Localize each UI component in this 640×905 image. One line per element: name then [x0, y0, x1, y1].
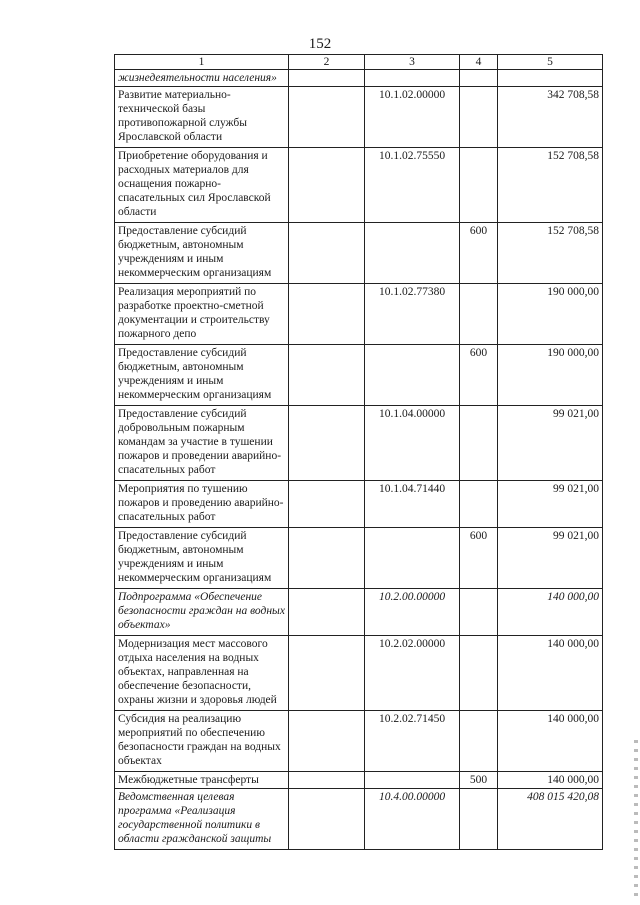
budget-table	[114, 54, 603, 850]
row-col-2	[289, 589, 365, 636]
row-col-2	[289, 481, 365, 528]
row-col-2	[289, 789, 365, 850]
row-name: Подпрограмма «Обеспечение безопасности граждан на водных объектах»	[115, 589, 289, 636]
table-row	[115, 481, 603, 528]
row-expense-type: 600	[460, 345, 498, 406]
table-row	[115, 636, 603, 711]
row-amount: 342 708,58	[498, 87, 603, 148]
row-col-2	[289, 148, 365, 223]
table-row	[115, 223, 603, 284]
row-amount: 152 708,58	[498, 148, 603, 223]
row-amount: 190 000,00	[498, 345, 603, 406]
row-col-2	[289, 345, 365, 406]
header-col-2: 2	[289, 55, 365, 70]
row-name: Мероприятия по тушению пожаров и проведению аварийно-спасательных работ	[115, 481, 289, 528]
row-col-2	[289, 87, 365, 148]
scan-edge-marks	[634, 740, 638, 900]
table-row	[115, 284, 603, 345]
row-target-code: 10.4.00.00000	[365, 789, 460, 850]
row-target-code: 10.1.04.00000	[365, 406, 460, 481]
row-target-code: 10.2.02.00000	[365, 636, 460, 711]
header-col-3: 3	[365, 55, 460, 70]
row-name: Субсидия на реализацию мероприятий по обеспечению безопасности граждан на водных объектах	[115, 711, 289, 772]
row-amount: 408 015 420,08	[498, 789, 603, 850]
row-target-code: 10.1.02.77380	[365, 284, 460, 345]
row-name: Ведомственная целевая программа «Реализация государственной политики в области гражданской защиты	[115, 789, 289, 850]
row-target-code	[365, 70, 460, 87]
row-expense-type	[460, 87, 498, 148]
row-col-2	[289, 772, 365, 789]
table-row	[115, 70, 603, 87]
row-target-code: 10.1.02.75550	[365, 148, 460, 223]
row-name: Приобретение оборудования и расходных материалов для оснащения пожарно-спасательных сил Ярославской области	[115, 148, 289, 223]
header-row	[115, 55, 603, 70]
row-amount: 99 021,00	[498, 481, 603, 528]
row-expense-type	[460, 406, 498, 481]
table-row	[115, 87, 603, 148]
row-amount: 140 000,00	[498, 589, 603, 636]
row-col-2	[289, 70, 365, 87]
row-amount	[498, 70, 603, 87]
table-header	[115, 55, 603, 70]
header-col-4: 4	[460, 55, 498, 70]
row-amount: 190 000,00	[498, 284, 603, 345]
row-amount: 140 000,00	[498, 636, 603, 711]
row-expense-type	[460, 284, 498, 345]
row-name: Межбюджетные трансферты	[115, 772, 289, 789]
row-amount: 99 021,00	[498, 406, 603, 481]
row-col-2	[289, 636, 365, 711]
table-row	[115, 789, 603, 850]
table-row	[115, 589, 603, 636]
row-expense-type	[460, 481, 498, 528]
header-col-1: 1	[115, 55, 289, 70]
page-number: 152	[308, 36, 332, 52]
table-row	[115, 772, 603, 789]
row-col-2	[289, 406, 365, 481]
row-col-2	[289, 284, 365, 345]
row-expense-type: 600	[460, 223, 498, 284]
row-name: Предоставление субсидий бюджетным, автономным учреждениям и иным некоммерческим организациям	[115, 345, 289, 406]
table-row	[115, 148, 603, 223]
row-name: жизнедеятельности населения»	[115, 70, 289, 87]
row-name: Предоставление субсидий бюджетным, автономным учреждениям и иным некоммерческим организациям	[115, 223, 289, 284]
header-col-5: 5	[498, 55, 603, 70]
row-col-2	[289, 711, 365, 772]
row-target-code: 10.2.02.71450	[365, 711, 460, 772]
row-expense-type	[460, 636, 498, 711]
table-body	[115, 70, 603, 850]
row-target-code: 10.1.02.00000	[365, 87, 460, 148]
row-target-code	[365, 345, 460, 406]
row-amount: 99 021,00	[498, 528, 603, 589]
row-amount: 140 000,00	[498, 711, 603, 772]
row-expense-type	[460, 711, 498, 772]
row-target-code: 10.2.00.00000	[365, 589, 460, 636]
row-expense-type	[460, 589, 498, 636]
table-row	[115, 528, 603, 589]
row-name: Модернизация мест массового отдыха населения на водных объектах, направленная на обеспечение безопасности, охраны жизни и здоровья людей	[115, 636, 289, 711]
row-name: Предоставление субсидий бюджетным, автономным учреждениям и иным некоммерческим организациям	[115, 528, 289, 589]
row-target-code	[365, 223, 460, 284]
row-col-2	[289, 528, 365, 589]
row-amount: 140 000,00	[498, 772, 603, 789]
row-expense-type	[460, 789, 498, 850]
row-target-code: 10.1.04.71440	[365, 481, 460, 528]
row-target-code	[365, 772, 460, 789]
row-name: Предоставление субсидий добровольным пожарным командам за участие в тушении пожаров и проведении аварийно-спасательных работ	[115, 406, 289, 481]
row-name: Развитие материально-технической базы противопожарной службы Ярославской области	[115, 87, 289, 148]
row-expense-type	[460, 148, 498, 223]
row-amount: 152 708,58	[498, 223, 603, 284]
row-expense-type: 600	[460, 528, 498, 589]
row-expense-type	[460, 70, 498, 87]
row-name: Реализация мероприятий по разработке проектно-сметной документации и строительству пожарного депо	[115, 284, 289, 345]
table-row	[115, 345, 603, 406]
row-target-code	[365, 528, 460, 589]
table-row	[115, 406, 603, 481]
table-row	[115, 711, 603, 772]
row-col-2	[289, 223, 365, 284]
row-expense-type: 500	[460, 772, 498, 789]
